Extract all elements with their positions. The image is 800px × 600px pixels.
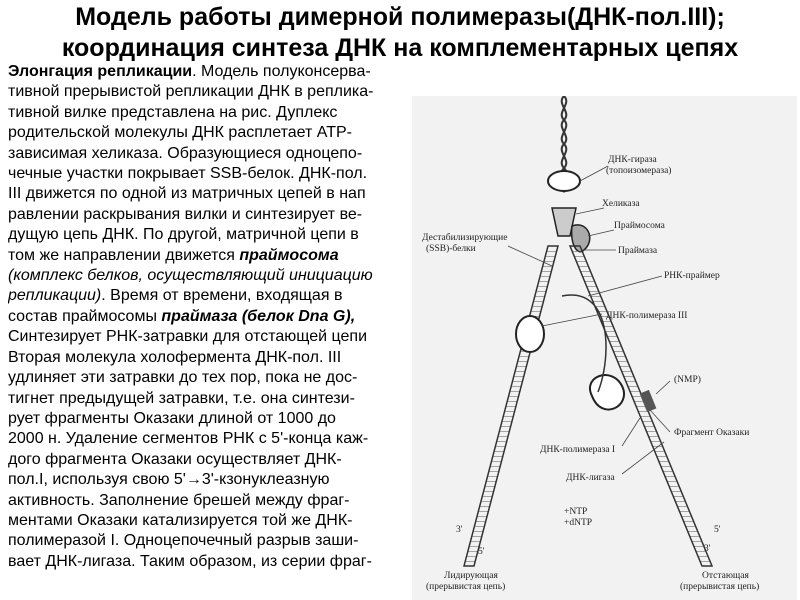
body-line: пол.I, используя свою 5'→3'-кзонуклеазную <box>8 471 330 489</box>
label-lagging-1: Отстающая <box>702 571 749 581</box>
label-lagging-2: (прерывистая цепь) <box>680 582 760 592</box>
label-okazaki: Фрагмент Оказаки <box>674 428 750 438</box>
body-text <box>8 62 408 600</box>
title-line-2: координация синтеза ДНК на комплементарных цепях <box>61 34 739 62</box>
label-gyrase: ДНК-гираза <box>608 155 657 165</box>
label-primase: Праймаза <box>618 246 658 256</box>
body-line: репликации). Время от времени, входящая в <box>8 287 343 305</box>
slide-title <box>0 2 800 64</box>
body-line: дущую цепь ДНК. По другой, матричной цепи в <box>8 226 359 244</box>
label-pol3: ДНК-полимераза III <box>606 311 688 321</box>
body-line: тивной вилке представлена на рис. Дуплекс <box>8 103 338 121</box>
gyrase-shape <box>548 171 580 191</box>
body-line: ментами Оказаки катализируется той же ДНК- <box>8 511 353 529</box>
label-primosome: Праймосома <box>614 221 665 231</box>
label-leading-1: Лидирующая <box>444 571 498 581</box>
body-line: Элонгация репликации. Модель полуконсерва- <box>8 63 371 80</box>
label-gyrase-sub: (топоизомераза) <box>606 166 672 176</box>
body-line: равлении раскрывания вилки и синтезирует ве- <box>8 205 363 223</box>
label-rna-primer: РНК-праймер <box>664 271 720 281</box>
body-line: Синтезирует РНК-затравки для отстающей цепи <box>8 328 368 346</box>
label-ssb-2: (SSB)-белки <box>426 244 476 254</box>
leading-strand <box>464 246 558 566</box>
body-line: 2000 н. Удаление сегментов РНК с 5'-конца каж- <box>8 430 369 448</box>
label-pol1: ДНК-полимераза I <box>540 445 616 455</box>
primosome-definition: (комплекс белков, осуществляющий инициацию <box>8 267 373 285</box>
replication-fork-diagram <box>412 96 797 600</box>
body-line: рует фрагменты Оказаки длиной от 1000 до <box>8 409 336 427</box>
polymerase-iii-leading <box>516 316 544 352</box>
body-line: тивной прерывистой репликации ДНК в реплика- <box>8 83 374 101</box>
body-line: состав праймосомы праймаза (белок Dna G), <box>8 307 356 325</box>
lead-term: Элонгация репликации <box>8 63 193 80</box>
label-ssb-1: Дестабилизирующие <box>422 233 508 243</box>
label-ntp: +NTP <box>564 507 588 517</box>
label-end3-right: 3' <box>704 544 711 554</box>
body-line: дого фрагмента Оказаки осуществляет ДНК- <box>8 450 342 468</box>
body-line: III движется по одной из матричных цепей в нап <box>8 185 366 203</box>
body-line: активность. Заполнение брешей между фраг- <box>8 491 350 509</box>
label-end5-left: 5' <box>478 547 485 557</box>
body-line: зависимая хеликаза. Образующиеся одноцепо- <box>8 144 363 162</box>
title-line-1: Модель работы димерной полимеразы(ДНК-пол.III); <box>75 3 725 31</box>
primosome-term: праймосома <box>239 246 339 264</box>
label-end3-left: 3' <box>456 525 463 535</box>
label-helicase: Хеликаза <box>602 199 640 209</box>
label-dntp: +dNTP <box>564 518 593 528</box>
primase-term: праймаза (белок Dna G), <box>161 307 356 325</box>
body-line: родительской молекулы ДНК расплетает АТР- <box>8 124 352 142</box>
body-line: вает ДНК-лигаза. Таким образом, из серии фраг- <box>8 552 372 570</box>
label-ligase: ДНК-лигаза <box>566 473 615 483</box>
label-leading-2: (прерывистая цепь) <box>426 582 506 592</box>
body-line: тигнет предыдущей затравки, т.е. она синтези- <box>8 389 355 407</box>
body-line: полимеразой I. Одноцепочечный разрыв заши- <box>8 532 359 550</box>
polymerase-iii-lagging <box>590 375 624 409</box>
body-line: чечные участки покрывает SSB-белок. ДНК-пол. <box>8 165 368 183</box>
replication-fork-figure <box>412 96 797 600</box>
body-line: том же направлении движется праймосома <box>8 246 339 264</box>
label-end5-right: 5' <box>714 525 721 535</box>
body-line: удлиняет эти затравки до тех пор, пока не дос- <box>8 369 358 387</box>
label-nmp: (NMP) <box>674 375 701 385</box>
body-line: Вторая молекула холофермента ДНК-пол. III <box>8 348 342 366</box>
